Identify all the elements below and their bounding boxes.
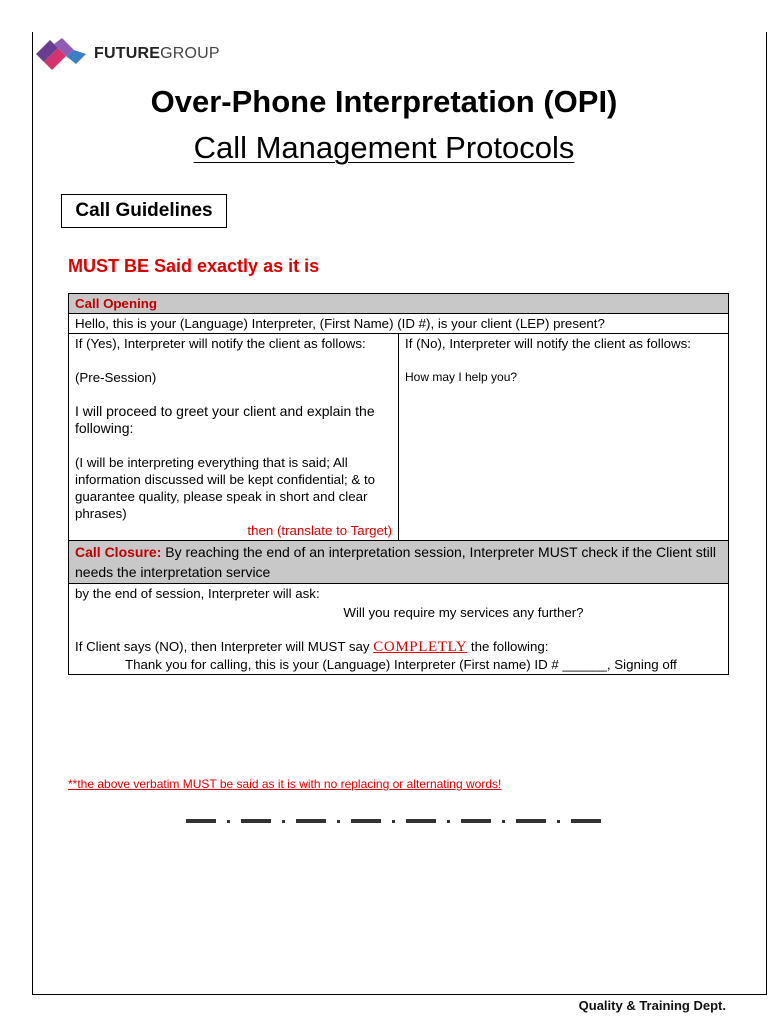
end-session-ask: by the end of session, Interpreter will ask:: [75, 586, 320, 601]
greet-client-text: I will proceed to greet your client and explain the following:: [75, 403, 375, 436]
end-of-session-row: [69, 584, 729, 675]
page-title: Over-Phone Interpretation (OPI): [150, 84, 618, 119]
call-guidelines-label: Call Guidelines: [61, 194, 227, 228]
future-group-logo-icon: [36, 38, 86, 70]
end-session-question: Will you require my services any further?: [343, 605, 584, 620]
explain-text: (I will be interpreting everything that is said; All information discussed will be kept confidential; & to guarantee quality, please speak in short and clear phrases): [75, 455, 376, 521]
future-group-logo: [36, 38, 220, 70]
if-yes-cell: [69, 334, 399, 541]
yes-no-row: [69, 334, 729, 541]
pre-session-label: (Pre-Session): [75, 370, 157, 385]
opening-line-row: [69, 314, 729, 334]
end-of-session-cell: [69, 584, 729, 675]
call-closure-cell: [69, 541, 729, 584]
how-may-i-help: How may I help you?: [405, 370, 518, 384]
decorative-dash-divider: [186, 818, 616, 824]
logo-wordmark: FUTUREGROUP: [94, 45, 220, 62]
if-no-cell: [399, 334, 729, 541]
footer-department: Quality & Training Dept.: [578, 998, 726, 1013]
if-yes-intro: If (Yes), Interpreter will notify the client as follows:: [75, 336, 366, 351]
protocol-table: [68, 293, 729, 675]
translate-to-target: then (translate to Target): [247, 523, 392, 538]
client-says-no-line: If Client says (NO), then Interpreter will MUST say COMPLETLY the following:: [75, 639, 549, 655]
call-closure-row: [69, 541, 729, 584]
call-closure-label: Call Closure:: [75, 544, 162, 560]
opening-line: Hello, this is your (Language) Interpreter, (First Name) (ID #), is your client (LEP) present?: [69, 314, 729, 334]
verbatim-footnote: **the above verbatim MUST be said as it is with no replacing or alternating words!: [68, 777, 502, 791]
call-closure-text: By reaching the end of an interpretation session, Interpreter MUST check if the Client still needs the interpretation service: [75, 544, 716, 580]
completly-emphasis: COMPLETLY: [373, 639, 468, 655]
page-subtitle: Call Management Protocols: [193, 130, 575, 165]
call-opening-header: Call Opening: [69, 294, 729, 314]
must-be-said-heading: MUST BE Said exactly as it is: [68, 256, 320, 276]
if-no-intro: If (No), Interpreter will notify the client as follows:: [405, 336, 691, 351]
thank-you-closing-line: Thank you for calling, this is your (Language) Interpreter (First name) ID # ______, Signing off: [125, 657, 677, 672]
call-opening-header-row: [69, 294, 729, 314]
